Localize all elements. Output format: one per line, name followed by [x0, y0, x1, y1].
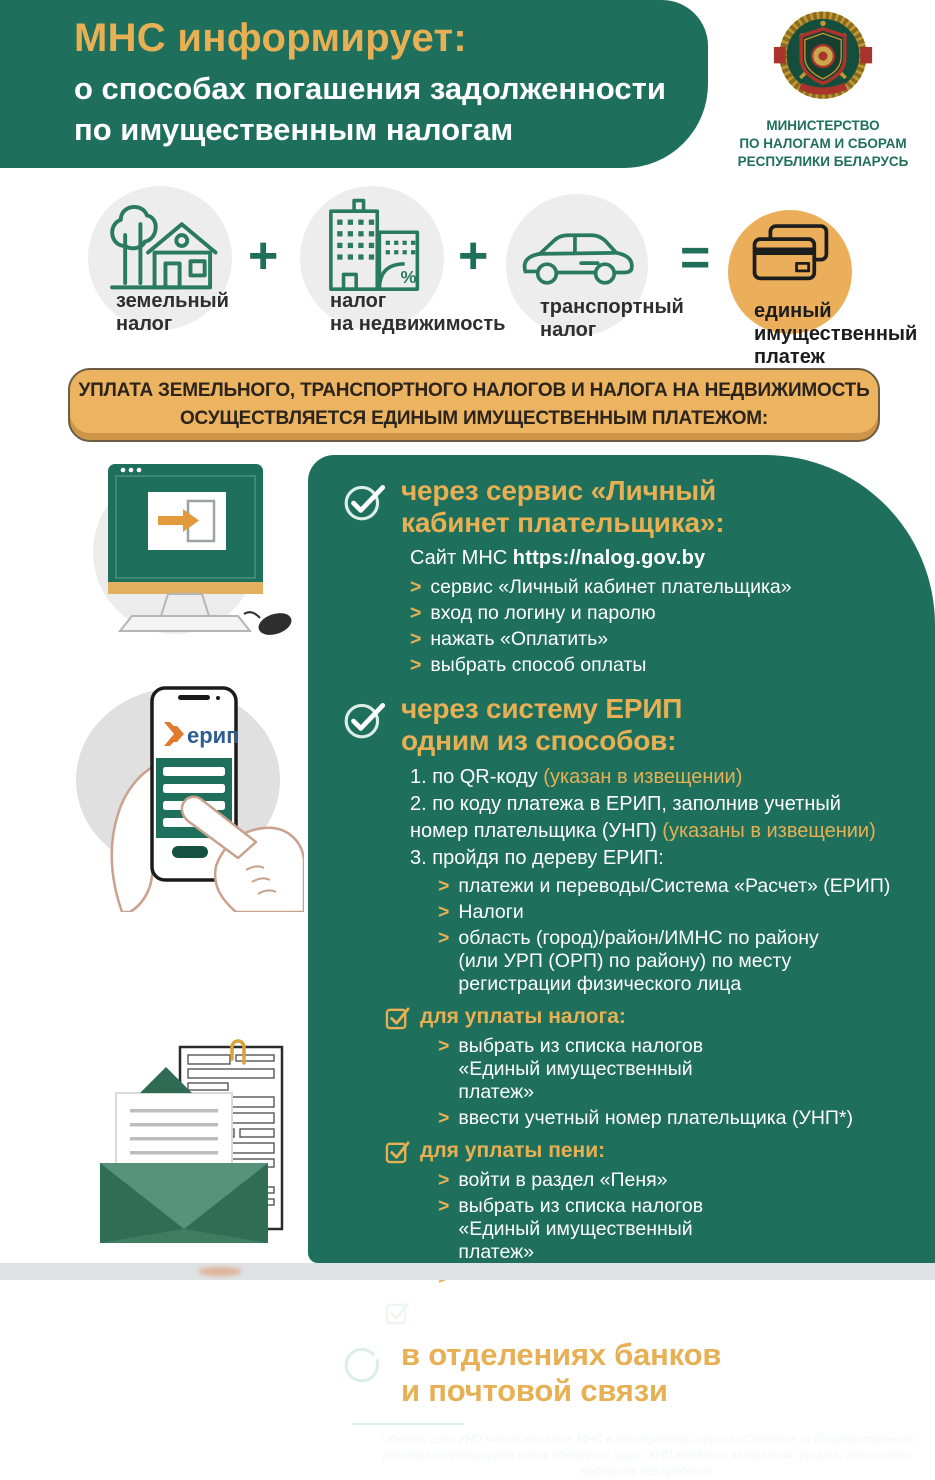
tax-equation-row: [0, 172, 935, 368]
subsection-title: для уплаты пени:: [420, 1139, 606, 1163]
erip-tree-list: [438, 875, 935, 996]
section-title: в отделениях банков и почтовой связи: [401, 1336, 722, 1408]
chevron-bullet-icon: >: [438, 926, 450, 949]
ministry-emblem-icon: [773, 6, 873, 108]
house-trees-icon: [99, 190, 221, 302]
erip-numbered-list: [410, 764, 892, 872]
svg-text:%: %: [400, 266, 417, 287]
banner-line1: УПЛАТА ЗЕМЕЛЬНОГО, ТРАНСПОРТНОГО НАЛОГОВ И НАЛОГА НА НЕДВИЖИМОСТЬ: [78, 379, 870, 401]
chevron-bullet-icon: >: [410, 601, 422, 624]
chevron-bullet-icon: >: [410, 575, 422, 598]
section-erip: [342, 693, 935, 758]
checkbox-check-icon: [385, 1300, 410, 1325]
site-url: https://nalog.gov.by: [512, 546, 706, 569]
checkbox-check-icon: [385, 1139, 410, 1164]
transport-tax-label: транспортный налог: [540, 296, 684, 341]
ministry-name-line3: РЕСПУБЛИКИ БЕЛАРУСЬ: [737, 153, 909, 169]
penalty-payment-subsection: [385, 1139, 935, 1164]
unified-payment-banner: [68, 368, 880, 442]
list-item: > платежи и переводы/Система «Расчет» (ЕРИП): [438, 874, 891, 897]
phone-in-hands-icon: [60, 660, 304, 912]
banner-line2: ОСУЩЕСТВЛЯЕТСЯ ЕДИНЫМ ИМУЩЕСТВЕННЫМ ПЛАТЕЖОМ:: [179, 408, 769, 429]
land-tax-label: земельный налог: [116, 290, 229, 335]
ministry-logo: [737, 6, 909, 170]
check-circle-icon: [342, 478, 388, 524]
list-item: > выбрать из списка налогов «Единый имущественный платеж»: [438, 1194, 704, 1263]
subsection-title: для уплаты налога:: [420, 1005, 626, 1029]
section-title: через сервис «Личный кабинет плательщика»:: [401, 475, 725, 539]
page-subtitle: [74, 69, 708, 151]
bank-cards-icon: [748, 222, 832, 288]
list-item: > вход по логину и паролю: [410, 601, 656, 624]
section-personal-cabinet-body: [410, 547, 935, 677]
section-personal-cabinet: [342, 475, 935, 540]
list-item: 1. по QR-коду (указан в извещении): [410, 765, 743, 788]
list-item: 3. пройдя по дереву ЕРИП:: [410, 846, 664, 869]
page-subtitle-line1: о способах погашения задолженности: [74, 71, 666, 106]
chevron-bullet-icon: >: [438, 874, 450, 897]
page-title: МНС информирует:: [74, 16, 468, 60]
pay-action-label: нажать «Оплатить»: [420, 1300, 612, 1324]
unified-payment-label: единый имущественный платеж: [754, 300, 918, 368]
mail-notice-illustration: [80, 1035, 308, 1258]
buildings-percent-icon: [314, 192, 430, 302]
tax-payment-steps: [438, 1035, 935, 1130]
car-icon: [515, 220, 639, 296]
footnote-text: * Узнать свой УНП можно на сайте МНС в электронном сервисе «Сведения из Государственного реестра плательщиков (иных обязанных лиц)». УНП вводится заглавными буквами латинского алфавита без пробелов.: [378, 1433, 916, 1478]
real-estate-tax-label: налог на недвижимость: [330, 290, 506, 335]
photo-edge-strip: [0, 1263, 935, 1280]
chevron-bullet-icon: >: [438, 1106, 450, 1129]
section-title: через систему ЕРИП одним из способов:: [401, 692, 683, 757]
header-block: [0, 0, 708, 168]
chevron-bullet-icon: >: [438, 1034, 450, 1057]
check-circle-icon: [342, 1340, 388, 1386]
list-item: > ввести учетный номер плательщика (УНП*): [438, 1106, 854, 1129]
ministry-name: [737, 117, 909, 170]
check-circle-icon: [342, 696, 388, 742]
desktop-monitor-icon: [70, 452, 300, 647]
chevron-bullet-icon: >: [438, 900, 450, 923]
chevron-bullet-icon: >: [410, 627, 422, 650]
list-item: > Налоги: [438, 900, 524, 923]
computer-illustration: [70, 452, 300, 652]
plus-sign: +: [248, 227, 279, 285]
list-item: > войти в раздел «Пеня»: [438, 1168, 668, 1191]
ministry-name-line1: МИНИСТЕРСТВО: [766, 118, 880, 133]
list-item: > нажать «Оплатить»: [410, 627, 609, 650]
equals-sign: =: [680, 229, 711, 287]
site-line: [410, 547, 935, 570]
checkbox-check-icon: [385, 1005, 410, 1030]
envelope-documents-icon: [80, 1035, 308, 1253]
tax-payment-subsection: [385, 1005, 935, 1030]
erip-phone-illustration: [60, 660, 304, 917]
list-item: 2. по коду платежа в ЕРИП, заполнив учетный номер плательщика (УНП) (указаны в извещении): [410, 792, 876, 842]
page-subtitle-line2: по имущественным налогам: [74, 111, 514, 147]
photo-artifact: [198, 1267, 242, 1276]
site-prefix: Сайт МНС: [410, 546, 513, 569]
ministry-name-line2: ПО НАЛОГАМ И СБОРАМ: [739, 135, 907, 151]
list-item: > выбрать из списка налогов «Единый имущественный платеж»: [438, 1034, 704, 1103]
footnote-divider: [352, 1423, 464, 1425]
chevron-bullet-icon: >: [438, 1168, 450, 1191]
pay-action-row: [385, 1300, 935, 1325]
chevron-bullet-icon: >: [438, 1194, 450, 1217]
chevron-bullet-icon: >: [410, 653, 422, 676]
list-item: > выбрать способ оплаты: [410, 653, 647, 676]
list-item: > сервис «Личный кабинет плательщика»: [410, 575, 792, 598]
list-item: > область (город)/район/ИМНС по району (или УРП (ОРП) по району) по месту регистрации физического лица: [438, 926, 819, 995]
section-banks-post: [342, 1337, 935, 1409]
plus-sign: +: [458, 227, 489, 285]
erip-logo-text: ерип: [187, 723, 240, 748]
payment-methods-panel: [308, 455, 935, 1478]
